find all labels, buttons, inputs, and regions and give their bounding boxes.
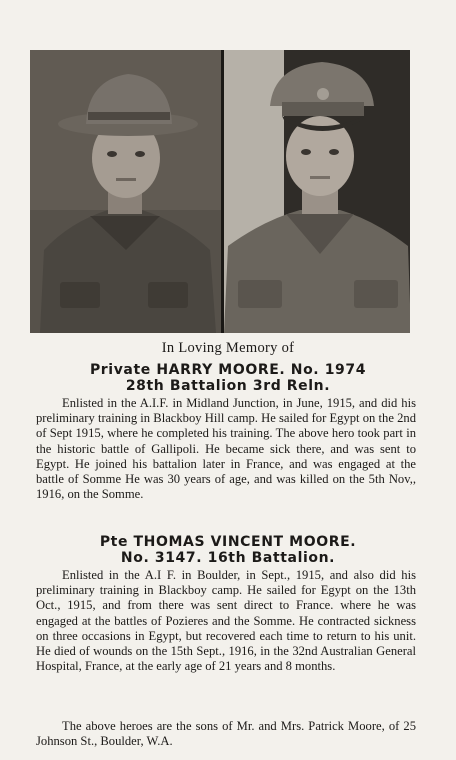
soldier1-name: Private HARRY MOORE. No. 1974 <box>89 362 367 378</box>
portrait-thomas-illustration <box>224 50 410 333</box>
portrait-photos <box>30 50 410 333</box>
soldier2-biography: Enlisted in the A.I F. in Boulder, in Sept., 1915, and also did his preliminary training in Blackboy camp. He sailed for Egypt on the 13th Oct., 1915, and from there was sent direct to France. where he was engaged at the battles of Pozieres and the Somme. He contracted sickness on three occasions in Egypt, but recovered each time to return to his unit. He died of wounds on the 15th Sept., 1916, in the 32nd Australian General Hospital, France, at the early age of 21 years and 8 months. <box>36 568 416 674</box>
photo-harry-moore <box>30 50 221 333</box>
memorial-heading: In Loving Memory of <box>161 340 295 356</box>
soldier1-unit: 28th Battalion 3rd Reln. <box>125 378 331 394</box>
soldier2-name: Pte THOMAS VINCENT MOORE. <box>99 534 357 550</box>
footer-parents-note: The above heroes are the sons of Mr. and Mrs. Patrick Moore, of 25 Johnson St., Boulder, W.A. <box>36 719 416 749</box>
soldier2-unit: No. 3147. 16th Battalion. <box>120 550 336 566</box>
portrait-harry-illustration <box>30 50 221 333</box>
soldier1-biography: Enlisted in the A.I.F. in Midland Junction, in June, 1915, and did his preliminary training in Blackboy Hill camp. He sailed for Egypt on the 2nd of Sept 1915, where he completed his training. The above hero took part in the historic battle of Gallipoli. He became sick there, and was sent to Egypt. He joined his battalion later in France, and was engaged at the battle of Somme He was 30 years of age, and was killed on the 5th Nov,, 1916, on the Somme. <box>36 396 416 502</box>
photo-thomas-moore <box>224 50 410 333</box>
